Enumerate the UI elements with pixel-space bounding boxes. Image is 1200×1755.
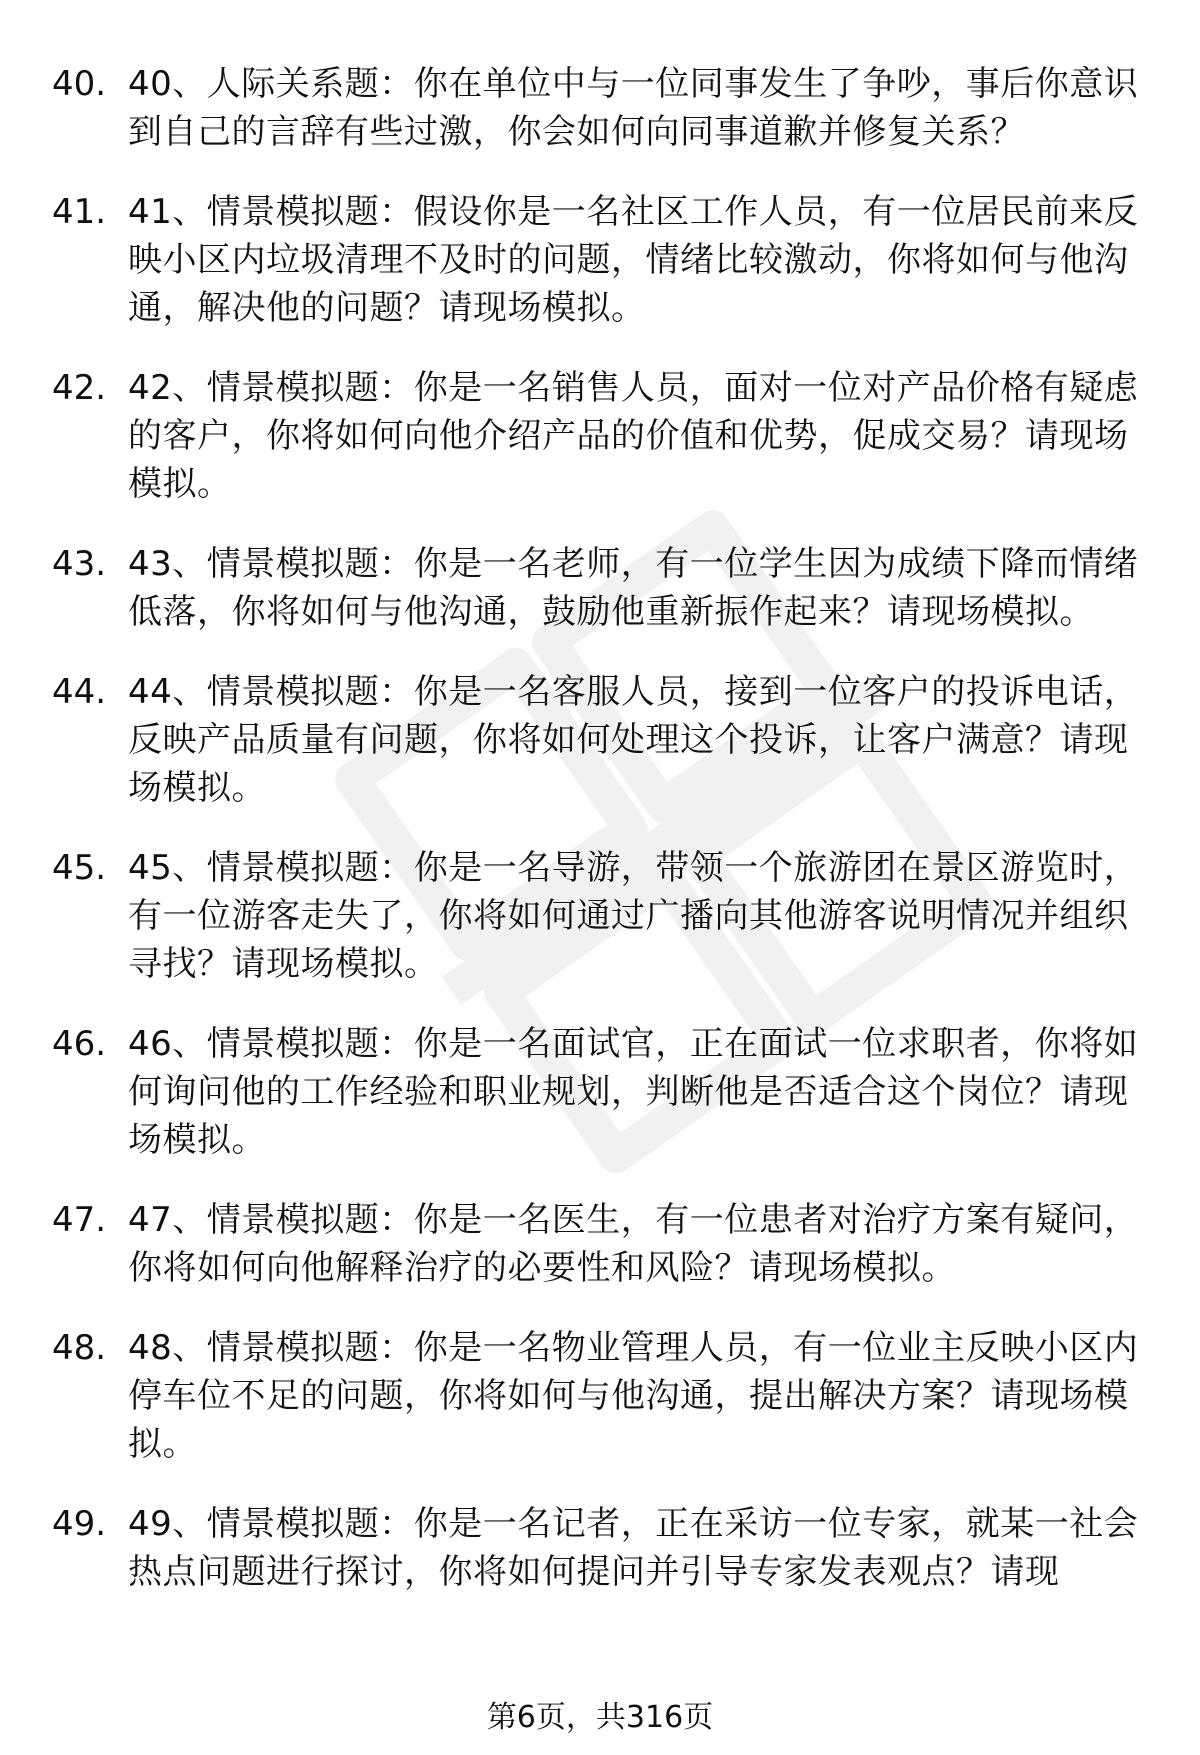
- list-item-number: 44.: [52, 672, 107, 712]
- list-item-number: 48.: [52, 1328, 107, 1368]
- list-item: [0, 1324, 1200, 1468]
- list-item-text: 40、人际关系题：你在单位中与一位同事发生了争吵，事后你意识到自己的言辞有些过激，你会如何向同事道歉并修复关系？: [128, 64, 1139, 152]
- list-item-number: 41.: [52, 192, 107, 232]
- list-item-text: 45、情景模拟题：你是一名导游，带领一个旅游团在景区游览时，有一位游客走失了，你将如何通过广播向其他游客说明情况并组织寻找？请现场模拟。: [128, 848, 1139, 984]
- list-item: [0, 540, 1200, 636]
- list-item: [0, 1500, 1200, 1596]
- question-list: [0, 60, 1200, 1628]
- list-item-number: 45.: [52, 848, 107, 888]
- list-item-number: 47.: [52, 1200, 107, 1240]
- list-item-number: 43.: [52, 544, 107, 584]
- list-item-text: 41、情景模拟题：假设你是一名社区工作人员，有一位居民前来反映小区内垃圾清理不及时的问题，情绪比较激动，你将如何与他沟通，解决他的问题？请现场模拟。: [128, 192, 1139, 328]
- list-item: [0, 668, 1200, 812]
- list-item-number: 46.: [52, 1024, 107, 1064]
- list-item: [0, 188, 1200, 332]
- list-item-number: 49.: [52, 1504, 107, 1544]
- list-item-text: 47、情景模拟题：你是一名医生，有一位患者对治疗方案有疑问，你将如何向他解释治疗的必要性和风险？请现场模拟。: [128, 1200, 1139, 1288]
- list-item: [0, 844, 1200, 988]
- list-item: [0, 1196, 1200, 1292]
- page-footer: 第6页，共316页: [486, 1700, 714, 1735]
- list-item-text: 46、情景模拟题：你是一名面试官，正在面试一位求职者，你将如何询问他的工作经验和职业规划，判断他是否适合这个岗位？请现场模拟。: [128, 1024, 1139, 1160]
- list-item-number: 42.: [52, 368, 107, 408]
- list-item-text: 44、情景模拟题：你是一名客服人员，接到一位客户的投诉电话，反映产品质量有问题，你将如何处理这个投诉，让客户满意？请现场模拟。: [128, 672, 1139, 808]
- list-item-text: 42、情景模拟题：你是一名销售人员，面对一位对产品价格有疑虑的客户，你将如何向他介绍产品的价值和优势，促成交易？请现场模拟。: [128, 368, 1139, 504]
- list-item: [0, 364, 1200, 508]
- list-item-text: 49、情景模拟题：你是一名记者，正在采访一位专家，就某一社会热点问题进行探讨，你将如何提问并引导专家发表观点？请现: [128, 1504, 1139, 1592]
- list-item-text: 43、情景模拟题：你是一名老师，有一位学生因为成绩下降而情绪低落，你将如何与他沟通，鼓励他重新振作起来？请现场模拟。: [128, 544, 1139, 632]
- list-item: [0, 60, 1200, 156]
- list-item-number: 40.: [52, 64, 107, 104]
- list-item: [0, 1020, 1200, 1164]
- list-item-text: 48、情景模拟题：你是一名物业管理人员，有一位业主反映小区内停车位不足的问题，你将如何与他沟通，提出解决方案？请现场模拟。: [128, 1328, 1139, 1464]
